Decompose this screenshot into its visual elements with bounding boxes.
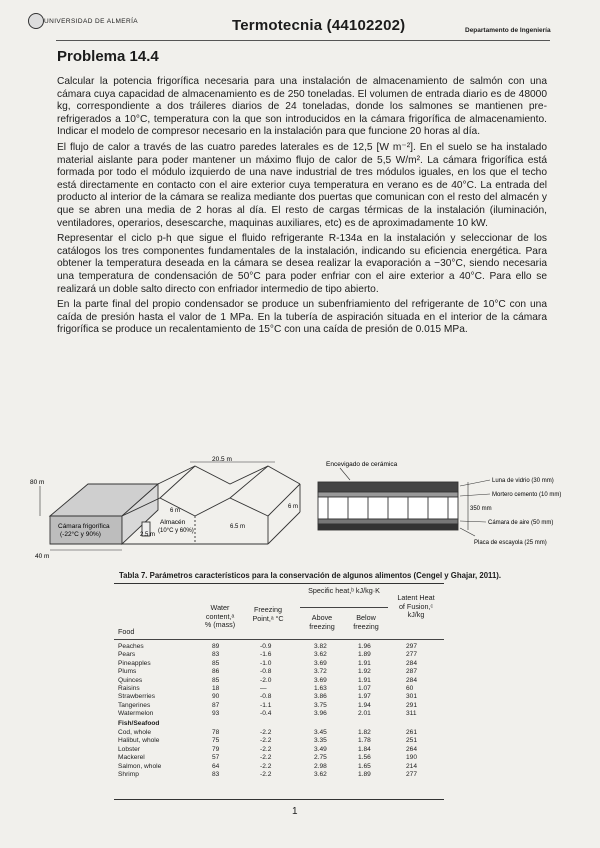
department-name: Departamento de Ingeniería (465, 27, 551, 34)
almacen-label: Almacén (160, 519, 186, 526)
table-cell: 57 (212, 754, 220, 762)
table-cell: 1.91 (358, 659, 371, 667)
problem-title: Problema 14.4 (57, 48, 159, 65)
table-caption: Tabla 7. Parámetros característicos para la conservación de algunos alimentos (Cengel y Ghajar, 2011). (119, 571, 502, 580)
table-cell: 1.78 (358, 737, 371, 745)
table-cell: 78 (212, 729, 220, 736)
table-cell: 86 (212, 668, 220, 676)
table-cell: 3.69 (314, 676, 327, 684)
table-cell-food: Tangerines (118, 701, 151, 709)
university-name: UNIVERSIDAD DE ALMERÍA (44, 18, 139, 25)
roof-title: Encevigado de cerámica (326, 461, 398, 468)
dim-height-label: 6 m (288, 504, 299, 510)
page-header (0, 0, 600, 44)
table-cell: 3.45 (314, 729, 327, 736)
table-cell: 1.94 (358, 701, 371, 709)
table-cell: 297 (406, 643, 418, 650)
table-cell: -2.2 (260, 745, 272, 753)
table-cell-food: Shrimp (118, 771, 139, 778)
roof-layer-label: Cámara de aire (50 mm) (488, 520, 554, 526)
paragraph: El flujo de calor a través de las cuatro paredes laterales es de 12,5 [W m⁻²]. En el suelo se ha instalado material aislante para poder mantener un máximo flujo de calor de 5,5 W/m². La cámara frigorífica está formada por todo el módulo izquierdo de una nave industrial de tres módulos iguales, en los que el techo está directamente en contacto con el aire exterior cuya temperatura en verano es de 40°C. La entrada del producto al interior de la cámara se realiza mediante dos puertas que comunican con el resto del almacén y que se abren una media de 2 horas al día. El resto de cargas térmicas de la instalación (iluminación, ventiladores, operarios, desescarche, maquinas auxiliares, etc) es de aproximadamente 10 kW. (57, 141, 547, 229)
table-cell: — (260, 685, 267, 692)
table-cell: -2.2 (260, 754, 272, 762)
table-cell: 1.63 (314, 685, 327, 692)
table-cell: 3.69 (314, 659, 327, 667)
table-cell: 3.35 (314, 737, 327, 745)
table-cell: 311 (406, 710, 417, 718)
table-cell: 60 (406, 685, 414, 692)
roof-layer-label: Placa de escayola (25 mm) (474, 540, 547, 546)
table-cell: 1.56 (358, 754, 371, 762)
roof-layer-label: Mortero cemento (10 mm) (492, 492, 562, 498)
col-header-freezing: Freezing Point,ᵃ °C (252, 605, 284, 623)
table-cell: 75 (212, 737, 220, 745)
table-cell: -1.0 (260, 659, 272, 667)
course-title: Termotecnia (44102202) (232, 17, 406, 34)
table-cell-food: Plums (118, 668, 137, 676)
table-cell-food: Cod, whole (118, 729, 151, 736)
table-cell: 3.62 (314, 771, 327, 778)
table-cell-food: Peaches (118, 643, 144, 650)
table-cell: 2.01 (358, 710, 371, 718)
warehouse-figure (30, 456, 578, 568)
table-cell: -2.2 (260, 729, 272, 736)
table-cell: 90 (212, 693, 220, 701)
table-cell: 1.65 (358, 762, 371, 770)
table-cell: 83 (212, 651, 220, 659)
col-header-below: Below freezing (353, 613, 379, 631)
table-cell-food: Halibut, whole (118, 737, 160, 745)
table-cell: 1.97 (358, 693, 371, 701)
table-cell: 251 (406, 737, 418, 745)
col-header-above: Above freezing (309, 613, 335, 631)
table-cell: 3.72 (314, 668, 327, 676)
header-bottom-rule (114, 639, 444, 640)
table-cell: 3.86 (314, 693, 327, 701)
food-properties-table (114, 583, 444, 800)
table-cell: 1.89 (358, 651, 371, 659)
table-cell: -2.0 (260, 676, 272, 684)
table-cell-food: Watermelon (118, 710, 154, 718)
dim-height-label: 6 m (170, 508, 181, 514)
camara-label: Cámara frigorífica (58, 523, 110, 530)
table-cell-food: Raisins (118, 685, 140, 692)
dim-door-label: 2.5 m (140, 532, 156, 538)
table-cell-food: Lobster (118, 745, 140, 753)
page-number: 1 (292, 806, 298, 817)
table-cell: 1.96 (358, 643, 371, 650)
table-cell: -1.6 (260, 651, 272, 659)
problem-statement (57, 76, 547, 340)
almacen-conditions: (10°C y 60%) (158, 528, 194, 534)
table-cell: 3.82 (314, 643, 327, 650)
paragraph: Representar el ciclo p-h que sigue el fluido refrigerante R-134a en la instalación y seleccionar de los catálogos los tres componentes fundamentales de la instalación, indicando su eficiencia energética. Para obtener la temperatura deseada en la cámara se desea realizar la evaporación a −30°C, siendo necesaria una temperatura de condensación de 50°C para poder enfriar con el aire exterior a 40°C. Para ello se realizará un doble salto directo con enfriador intermedio de tipo abierto. (57, 233, 547, 295)
table-cell: 85 (212, 676, 220, 684)
table-cell: 1.84 (358, 745, 371, 753)
table-cell: 85 (212, 659, 220, 667)
table-cell: 1.82 (358, 729, 371, 736)
dim-height-label: 6.5 m (230, 524, 246, 530)
dim-top-label: 20.5 m (212, 456, 232, 463)
table-cell: 64 (212, 762, 220, 770)
roof-section (318, 468, 490, 536)
table-cell: 3.49 (314, 745, 327, 753)
dim-left-label: 80 m (30, 479, 45, 486)
table-cell: 2.98 (314, 762, 327, 770)
table-cell: 83 (212, 771, 220, 778)
table-cell: -1.1 (260, 701, 272, 709)
table-cell: -0.4 (260, 710, 272, 718)
table-cell: -0.8 (260, 693, 272, 701)
table-cell: 291 (406, 701, 418, 709)
header-rule (300, 607, 388, 608)
table-cell: -0.9 (260, 643, 272, 650)
table-cell: 190 (406, 754, 418, 762)
dim-bottom-label: 40 m (35, 553, 50, 560)
table-cell: 3.75 (314, 701, 327, 709)
header-divider (56, 40, 550, 41)
table-cell: 277 (406, 771, 418, 778)
group-label: Fish/Seafood (118, 720, 160, 727)
table-cell: 89 (212, 643, 220, 650)
col-header-water: Water content,ᵃ % (mass) (204, 603, 236, 629)
table-cell: 214 (406, 762, 418, 770)
table-cell: 18 (212, 685, 220, 692)
table-cell: -2.2 (260, 762, 272, 770)
university-seal-icon (28, 13, 44, 29)
table-cell: 87 (212, 701, 220, 709)
table-cell: 3.96 (314, 710, 327, 718)
table-cell: 287 (406, 668, 418, 676)
table-cell: 79 (212, 745, 220, 753)
table-cell: 1.92 (358, 668, 371, 676)
table-cell: -2.2 (260, 771, 272, 778)
table-cell: 3.62 (314, 651, 327, 659)
paragraph: En la parte final del propio condensador se produce un subenfriamiento del refrigerante de 10°C con una caída de presión hasta el valor de 1 MPa. En la tubería de aspiración situada en el interior de la cámara frigorífica se produce un recalentamiento de 15°C con una caída de presión de 0.015 MPa. (57, 299, 547, 336)
table-cell: 1.07 (358, 685, 371, 692)
table-cell: 264 (406, 745, 418, 753)
table-cell-food: Mackerel (118, 754, 145, 762)
col-header-latent: Latent Heat of Fusion,ᶜ kJ/kg (397, 593, 435, 619)
paragraph: Calcular la potencia frigorífica necesaria para una instalación de almacenamiento de salmón con una cámara cuya capacidad de almacenamiento es de 250 toneladas. El volumen de entrada diario es de 48000 kg, correspondiente a dos tráileres diarios de 24 toneladas, donde los salmones se mantienen pre-refrigerados a 10°C, temperatura con la que son introducidos en la cámara frigorífica de almacenamiento. Indicar el modelo de compresor necesario en la instalación para que funcione 20 horas al día. (57, 76, 547, 138)
camara-conditions: (-22°C y 90%) (60, 531, 101, 538)
table-cell: 1.89 (358, 771, 371, 778)
table-cell: 2.75 (314, 754, 327, 762)
table-cell: 284 (406, 659, 418, 667)
table-cell-food: Salmon, whole (118, 762, 162, 770)
table-cell-food: Pears (118, 651, 136, 659)
table-cell: 261 (406, 729, 418, 736)
table-cell-food: Quinces (118, 676, 143, 684)
table-cell: 93 (212, 710, 220, 718)
roof-layer-label: Luna de vidrio (30 mm) (492, 478, 554, 484)
table-cell: 284 (406, 676, 418, 684)
table-cell: -2.2 (260, 737, 272, 745)
table-cell: -0.8 (260, 668, 272, 676)
table-cell: 1.91 (358, 676, 371, 684)
table-cell: 277 (406, 651, 418, 659)
col-header-food: Food (118, 627, 135, 636)
roof-dim-label: 350 mm (470, 506, 492, 512)
col-header-specific-heat: Specific heat,ᵇ kJ/kg·K (308, 586, 380, 595)
table-cell-food: Pineapples (118, 659, 151, 667)
table-cell-food: Strawberries (118, 693, 156, 701)
table-cell: 301 (406, 693, 418, 701)
